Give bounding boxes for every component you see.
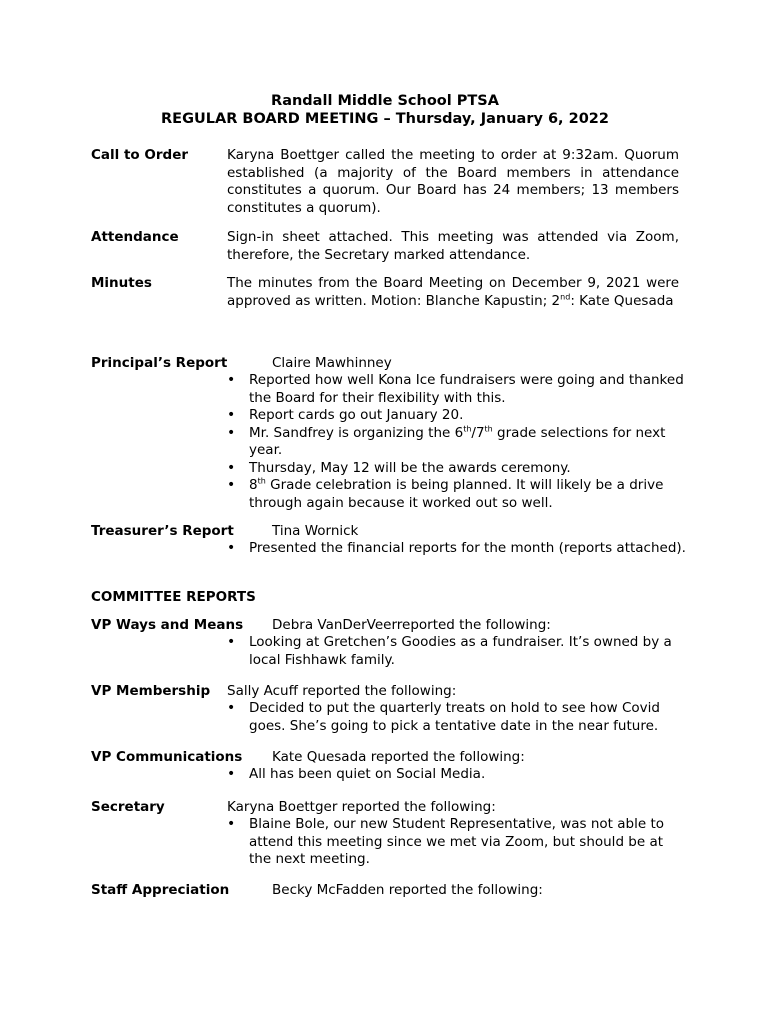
secretary-label: Secretary — [91, 799, 165, 815]
vp-membership-lead: Sally Acuff reported the following: — [227, 683, 457, 699]
staff-appreciation-label: Staff Appreciation — [91, 882, 230, 898]
vp-ways-means-lead: Debra VanDerVeerreported the following: — [272, 617, 551, 633]
treasurer-report-label: Treasurer’s Report — [91, 523, 234, 539]
attendance-label: Attendance — [91, 229, 179, 245]
vp-ways-means-bullet-list — [227, 634, 687, 669]
list-item: • Report cards go out January 20. — [227, 407, 687, 425]
document-title: Randall Middle School PTSA — [271, 93, 499, 109]
principal-report-label: Principal’s Report — [91, 355, 228, 371]
vp-ways-means-label: VP Ways and Means — [91, 617, 244, 633]
list-item: • Presented the financial reports for the month (reports attached). — [227, 540, 687, 558]
vp-membership-label: VP Membership — [91, 683, 211, 699]
minutes-label: Minutes — [91, 275, 152, 291]
vp-communications-lead: Kate Quesada reported the following: — [272, 749, 525, 765]
list-item: • Reported how well Kona Ice fundraisers were going and thanked the Board for their flexibility with this. — [227, 372, 687, 407]
list-item: • Thursday, May 12 will be the awards ceremony. — [227, 460, 687, 478]
list-item: • Decided to put the quarterly treats on hold to see how Covid goes. She’s going to pick a tentative date in the near future. — [227, 700, 687, 735]
list-item: • Looking at Gretchen’s Goodies as a fundraiser. It’s owned by a local Fishhawk family. — [227, 634, 687, 669]
treasurer-bullet-list — [227, 540, 687, 558]
secretary-bullet-list — [227, 816, 687, 869]
list-item: • 8th Grade celebration is being planned. It will likely be a drive through again because it worked out so well. — [227, 477, 687, 512]
secretary-lead: Karyna Boettger reported the following: — [227, 799, 496, 815]
principal-bullet-list — [227, 372, 687, 512]
call-to-order-label: Call to Order — [91, 147, 189, 163]
treasurer-name: Tina Wornick — [272, 523, 359, 539]
call-to-order-text: Karyna Boettger called the meeting to order at 9:32am. Quorum established (a majority of the Board members in attendance constitutes a quorum. Our Board has 24 members; 13 members constitutes a quorum). — [227, 147, 679, 216]
staff-appreciation-lead: Becky McFadden reported the following: — [272, 882, 543, 898]
minutes-text: The minutes from the Board Meeting on December 9, 2021 were approved as written. Motion: Blanche Kapustin; 2nd: Kate Quesada — [227, 275, 679, 309]
committee-reports-heading: COMMITTEE REPORTS — [91, 589, 256, 605]
principal-name: Claire Mawhinney — [272, 355, 392, 371]
attendance-text: Sign-in sheet attached. This meeting was attended via Zoom, therefore, the Secretary marked attendance. — [227, 229, 679, 263]
list-item: • Mr. Sandfrey is organizing the 6th/7th grade selections for next year. — [227, 425, 687, 460]
list-item: • All has been quiet on Social Media. — [227, 766, 687, 784]
vp-membership-bullet-list — [227, 700, 687, 735]
list-item: • Blaine Bole, our new Student Representative, was not able to attend this meeting since we met via Zoom, but should be at the next meeting. — [227, 816, 687, 869]
meeting-subtitle: REGULAR BOARD MEETING – Thursday, January 6, 2022 — [161, 111, 609, 127]
vp-communications-bullet-list — [227, 766, 687, 784]
vp-communications-label: VP Communications — [91, 749, 243, 765]
